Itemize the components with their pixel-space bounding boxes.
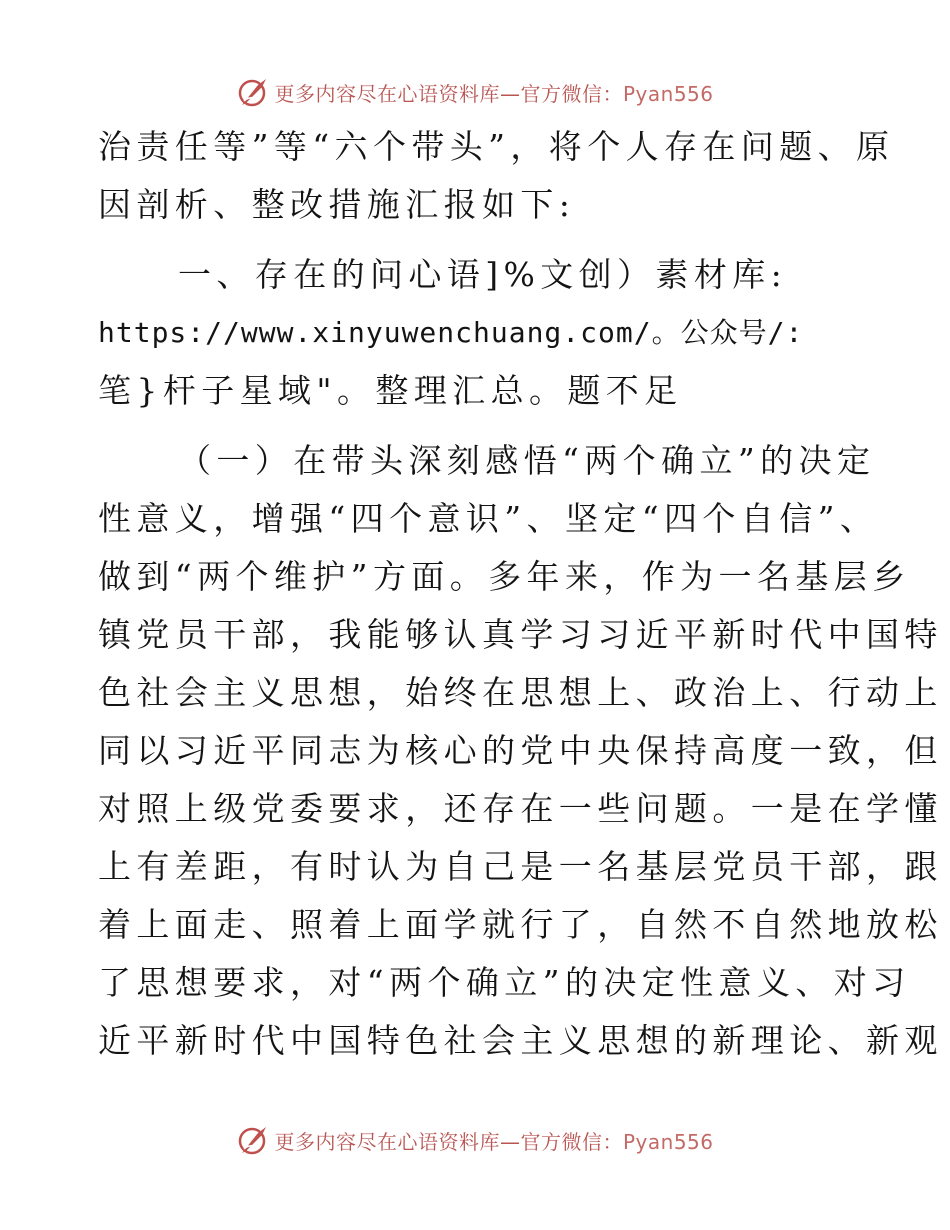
- text-line: 因剖析、整改措施汇报如下:: [98, 185, 576, 224]
- text-line: 镇党员干部，我能够认真学习习近平新时代中国特: [98, 615, 943, 654]
- watermark-footer: [0, 1120, 950, 1160]
- quill-logo-icon: [236, 75, 270, 109]
- text-line: 同以习近平同志为核心的党中央保持高度一致，但: [98, 731, 943, 770]
- text-line: 近平新时代中国特色社会主义思想的新理论、新观: [98, 1021, 943, 1060]
- quill-logo-icon: [236, 1123, 270, 1157]
- watermark-header: [0, 72, 950, 112]
- watermark-text: 更多内容尽在心语资料库—官方微信：Pyan556: [274, 81, 714, 106]
- document-body: [98, 118, 943, 1070]
- url-line: https://www.xinyuwenchuang.com/。公众号/:: [98, 316, 804, 349]
- text-line: 笔}杆子星域"。整理汇总。题不足: [98, 371, 683, 410]
- watermark-text: 更多内容尽在心语资料库—官方微信：Pyan556: [274, 1129, 714, 1154]
- text-line: 着上面走、照着上面学就行了，自然不自然地放松: [98, 905, 943, 944]
- section-heading: 一、存在的问心语]%文创）素材库:: [178, 255, 788, 294]
- text-line: 色社会主义思想，始终在思想上、政治上、行动上: [98, 673, 943, 712]
- text-line: 做到“两个维护”方面。多年来，作为一名基层乡: [98, 557, 911, 596]
- item-heading: （一）在带头深刻感悟“两个确立”的决定: [178, 441, 876, 480]
- text-line: 上有差距，有时认为自己是一名基层党员干部，跟: [98, 847, 943, 886]
- text-line: 性意义，增强“四个意识”、坚定“四个自信”、: [98, 499, 879, 538]
- text-line: 治责任等”等“六个带头”，将个人存在问题、原: [98, 127, 895, 166]
- text-line: 对照上级党委要求，还存在一些问题。一是在学懂: [98, 789, 943, 828]
- text-line: 了思想要求，对“两个确立”的决定性意义、对习: [98, 963, 911, 1002]
